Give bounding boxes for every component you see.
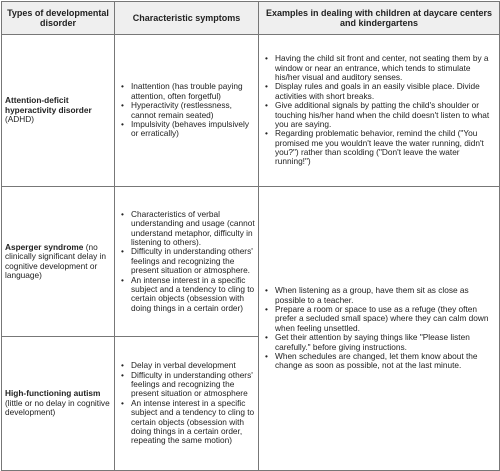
disorder-note: (no clinically significant delay in cognitive development or language) (5, 241, 106, 280)
disorder-note: (ADHD) (5, 114, 35, 125)
list-item: • When schedules are changed, let them know about the change as soon as possible, not at the last minute. (275, 352, 495, 371)
list-item: • Delay in verbal development (131, 361, 255, 370)
disorder-name: Attention-deficit hyperactivity disorder (5, 95, 92, 115)
header-disorder-type: Types of developmental disorder (2, 2, 115, 35)
list-item: • Regarding problematic behavior, remind the child ("You promised me you wouldn't leave the water running, didn't you?") rather than scolding ("Don't leave the water running!") (275, 129, 495, 167)
list-item: • Give additional signals by patting the child's shoulder or touching his/her hand when the child doesn't listen to what you are saying. (275, 101, 495, 129)
developmental-disorders-table (1, 1, 500, 471)
header-symptoms: Characteristic symptoms (115, 2, 259, 35)
list-item: • Get their attention by saying things like "Please listen carefully." before giving instructions. (275, 333, 495, 352)
list-item: • Prepare a room or space to use as a refuge (they often prefer a secluded small space) where they can calm down when feeling unsettled. (275, 305, 495, 333)
symptoms-cell-hfa (115, 337, 259, 471)
list-item: • Having the child sit front and center, not seating them by a window or near an entrance, which tends to stimulate his/her visual and auditory senses. (275, 54, 495, 82)
disorder-name: High-functioning autism (5, 388, 101, 399)
header-examples: Examples in dealing with children at daycare centers and kindergartens (259, 2, 500, 35)
symptoms-cell-asperger (115, 187, 259, 337)
disorder-note: (little or no delay in cognitive development) (5, 397, 110, 418)
disorder-cell-adhd (2, 35, 115, 187)
table-row-asperger (2, 187, 500, 337)
header-row (2, 2, 500, 35)
list-item: • An intense interest in a specific subject and a tendency to cling to certain objects (obsession with doing things in a certain order) (131, 276, 255, 314)
disorder-name: Asperger syndrome (5, 241, 84, 252)
list-item: • Difficulty in understanding others' feelings and recognizing the present situation or atmosphere. (131, 247, 255, 275)
list-item: • Hyperactivity (restlessness, cannot remain seated) (131, 101, 255, 120)
list-item: • Impulsivity (behaves impulsively or erratically) (131, 120, 255, 139)
disorder-cell-hfa (2, 337, 115, 471)
table-row-adhd (2, 35, 500, 187)
list-item: • When listening as a group, have them sit as close as possible to a teacher. (275, 286, 495, 305)
examples-cell-shared (259, 187, 500, 471)
list-item: • An intense interest in a specific subject and a tendency to cling to certain objects (obsession with doing things in a certain order, repeating the same motion) (131, 399, 255, 446)
examples-list (259, 54, 495, 167)
examples-list (259, 286, 495, 370)
examples-cell-adhd (259, 35, 500, 187)
disorder-cell-asperger (2, 187, 115, 337)
symptoms-list (115, 82, 255, 138)
symptoms-cell-adhd (115, 35, 259, 187)
list-item: • Inattention (has trouble paying attention, often forgetful) (131, 82, 255, 101)
list-item: • Difficulty in understanding others' feelings and recognizing the present situation or atmosphere (131, 371, 255, 399)
list-item: • Display rules and goals in an easily visible place. Divide activities with short breaks. (275, 82, 495, 101)
symptoms-list (115, 361, 255, 445)
symptoms-list (115, 210, 255, 313)
list-item: • Characteristics of verbal understanding and usage (cannot understand metaphor, difficulty in listening to others). (131, 210, 255, 248)
